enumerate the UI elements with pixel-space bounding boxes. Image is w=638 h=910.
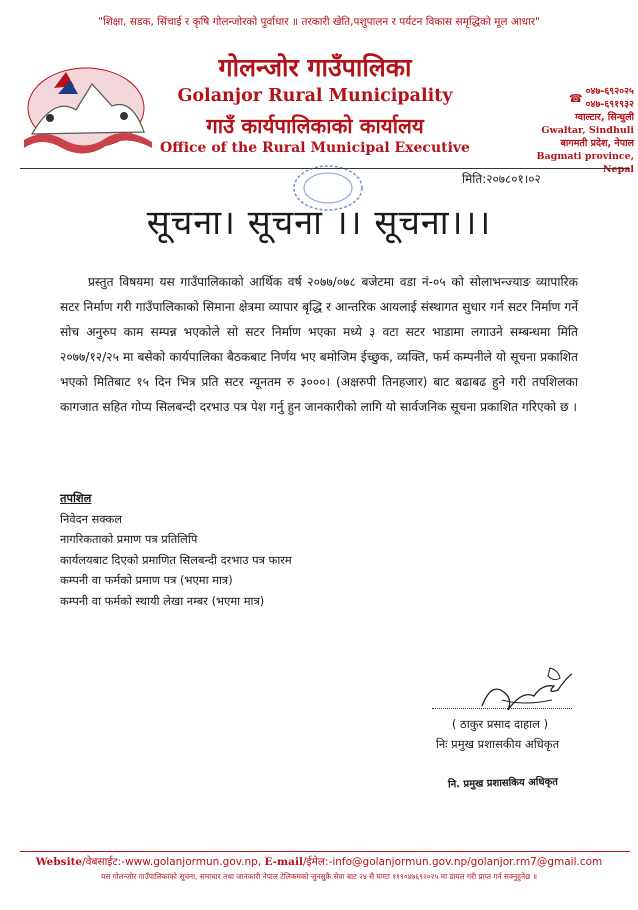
footer-divider (20, 851, 630, 852)
phone-2: ०४७-६९१९३२ (585, 99, 634, 110)
email-link[interactable]: :-info@golanjormun.gov.np/golanjor.rm7@gmail.com (325, 856, 603, 868)
header-slogan: "शिक्षा, सडक, सिंचाई र कृषि गोलन्जोरको पुर्वाधार ॥ तरकारी खेति,पशुपालन र पर्यटन विकास समृद्धिको मूल आधार" (98, 16, 540, 28)
notice-paragraph: प्रस्तुत विषयमा यस गाउँपालिकाको आर्थिक वर्ष २०७७/०७८ बजेटमा वडा नं-०५ को सोलाभन्ज्याङ व्यापारिक सटर निर्माण गरी गाउँपालिकाको सिमाना क्षेत्रमा व्यापार बृद्धि र आन्तरिक आयलाई संस्थागत सुधार गर्न सटर निर्माण गर्ने सोच अनुरुप काम सम्पन्न भएकोले सो सटर निर्माण भएका मध्ये ३ वटा सटर भाडामा लगाउने सम्बन्धमा मिति २०७७/१२/२५ मा बसेको कार्यपालिका बैठकबाट निर्णय भए बमोजिम ईच्छुक, व्यक्ति, फर्म कम्पनीले यो सूचना प्रकाशित भएको मितिबाट १५ दिन भित्र प्रति सटर न्यूनतम रु ३०००। (अक्षरुपी तिनहजार) बाट बढाबढ हुने गरी तपशिलका कागजात सहित गोप्य सिलबन्दी दरभाउ पत्र पेश गर्नु हुन जानकारीको लागि यो सार्वजनिक सूचना प्रकाशित गरिएको छ । (60, 275, 578, 414)
address-en: Gwaltar, Sindhuli (541, 125, 634, 136)
office-name-np: गाउँ कार्यपालिकाको कार्यालय (206, 114, 424, 138)
document-list (60, 488, 460, 611)
signature-icon (462, 660, 582, 718)
province-np: बागमती प्रदेश, नेपाल (560, 138, 634, 149)
notice-title: सूचना। सूचना ।। सूचना।।। (146, 203, 492, 243)
email-label: E-mail (264, 856, 303, 868)
phone-1: ०४७-६९२०२५ (585, 86, 634, 97)
signature-line (432, 708, 572, 709)
province-en: Bagmati province, Nepal (536, 151, 634, 175)
list-item: कार्यलयबाट दिएको प्रमाणित सिलबन्दी दरभाउ पत्र फारम (60, 552, 292, 567)
nepal-emblem-icon (14, 36, 164, 164)
list-item: नागरिकताको प्रमाण पत्र प्रतिलिपि (60, 532, 198, 546)
website-label-np: /वेबसाईट (82, 856, 118, 868)
address-np: ग्वाल्टार, सिन्धुली (575, 112, 634, 123)
list-heading: तपशिल (60, 491, 92, 505)
email-label-np: /ईमेल (302, 856, 326, 868)
footer-contact (0, 855, 638, 869)
notice-date: मिति:२०७८०१।०२ (462, 172, 541, 186)
signatory-title: निः प्रमुख प्रशासकीय अधिकृत (435, 737, 560, 751)
signatory-name: ( ठाकुर प्रसाद दाहाल ) (451, 717, 549, 731)
notice-body (60, 270, 578, 420)
website-link[interactable]: :-www.golanjormun.gov.np, (117, 856, 262, 868)
telephone-icon: ☎ (568, 91, 583, 105)
list-item: कम्पनी वा फर्मको स्थायी लेखा नम्बर (भएमा मात्र) (60, 593, 265, 608)
footer-notice: यस गोलन्जोर गाउँपालिकाको सूचना, समाचार तथा जानकारी नेपाल टेलिकमको जुनसुकै सेवा बाट २४ सै घण्टा ११९०४७६९२०२५ मा डायल गरी प्राप्त गर्न सक्नुहुनेछ ॥ (100, 872, 538, 881)
designation-stamp: नि. प्रमुख प्रशासकिय अधिकृत (447, 776, 559, 791)
website-label: Website (35, 856, 83, 868)
office-name-en: Office of the Rural Municipal Executive (160, 140, 470, 156)
phone-row (528, 85, 634, 111)
municipality-name-en: Golanjor Rural Municipality (177, 86, 453, 106)
list-item: कम्पनी वा फर्मको प्रमाण पत्र (भएमा मात्र) (60, 573, 233, 587)
list-item: निवेदन सक्कल (60, 511, 122, 526)
municipality-name-np: गोलन्जोर गाउँपालिका (218, 53, 412, 82)
contact-block (528, 85, 634, 176)
